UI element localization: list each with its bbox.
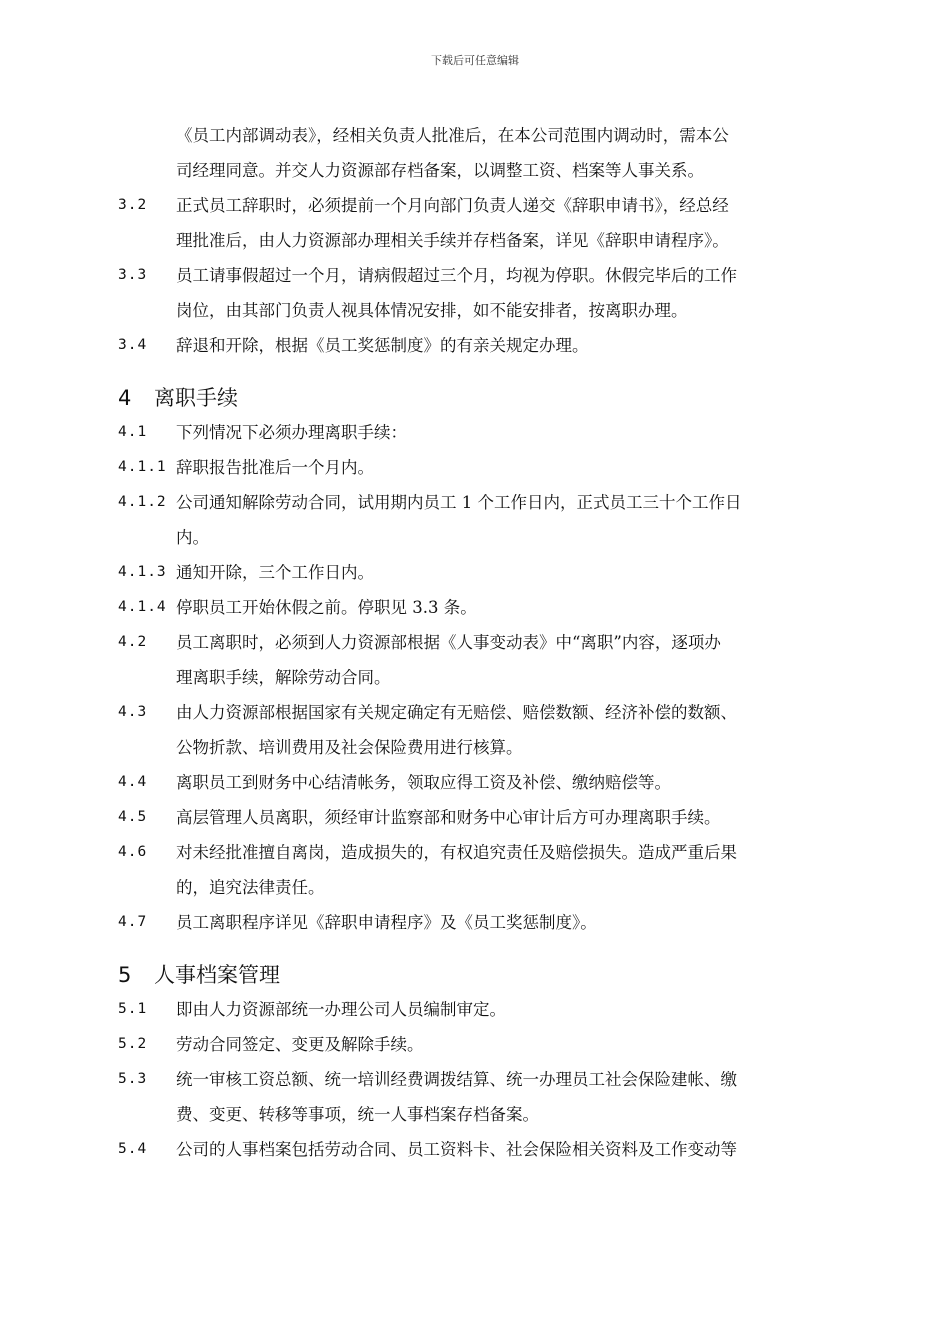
clause-text: 公司通知解除劳动合同，试用期内员工 1 个工作日内，正式员工三十个工作日 <box>176 493 742 512</box>
clause-3-4 <box>118 328 838 363</box>
section-title: 人事档案管理 <box>154 963 280 987</box>
clause-number: 5.4 <box>118 1141 148 1157</box>
clause-text: 理批准后，由人力资源部办理相关手续并存档备案，详见《辞职申请程序》。 <box>176 231 729 250</box>
section-number: 4 <box>118 386 132 410</box>
clause-number: 3.3 <box>118 267 148 283</box>
clause-number: 4.3 <box>118 704 148 720</box>
clause-text: 辞退和开除，根据《员工奖惩制度》的有亲关规定办理。 <box>176 336 589 355</box>
clause-text: 员工离职时，必须到人力资源部根据《人事变动表》中“离职”内容，逐项办 <box>176 633 721 652</box>
clause-text: 内。 <box>176 528 209 547</box>
clause-number: 4.2 <box>118 634 148 650</box>
clause-text: 由人力资源部根据国家有关规定确定有无赔偿、赔偿数额、经济补偿的数额、 <box>176 703 737 722</box>
paragraph-line: 《员工内部调动表》，经相关负责人批准后，在本公司范围内调动时，需本公 <box>176 126 729 145</box>
clause-number: 4.1.3 <box>118 564 167 580</box>
clause-text: 高层管理人员离职，须经审计监察部和财务中心审计后方可办理离职手续。 <box>176 808 721 827</box>
section-number: 5 <box>118 963 132 987</box>
section-5-items <box>118 992 838 1167</box>
clause-number: 3.2 <box>118 197 148 213</box>
clause-text: 正式员工辞职时，必须提前一个月向部门负责人递交《辞职申请书》，经总经 <box>176 196 729 215</box>
clause-text: 停职员工开始休假之前。停职见 3.3 条。 <box>176 598 477 617</box>
clause-text: 劳动合同签定、变更及解除手续。 <box>176 1035 424 1054</box>
section-4-items <box>118 415 838 940</box>
clause-3-3 <box>118 258 838 328</box>
clause-text: 岗位，由其部门负责人视具体情况安排，如不能安排者，按离职办理。 <box>176 301 688 320</box>
clause-number: 4.7 <box>118 914 148 930</box>
clause-4-1-3 <box>118 555 838 590</box>
clause-number: 4.4 <box>118 774 148 790</box>
clause-number: 5.1 <box>118 1001 148 1017</box>
continuation-paragraph <box>118 118 838 188</box>
clause-text: 辞职报告批准后一个月内。 <box>176 458 374 477</box>
clause-number: 4.5 <box>118 809 148 825</box>
page-header: 下载后可任意编辑 <box>431 54 519 67</box>
section-title: 离职手续 <box>154 386 238 410</box>
clause-text: 员工请事假超过一个月，请病假超过三个月，均视为停职。休假完毕后的工作 <box>176 266 737 285</box>
clause-text: 费、变更、转移等事项，统一人事档案存档备案。 <box>176 1105 539 1124</box>
clause-text: 对未经批准擅自离岗，造成损失的，有权追究责任及赔偿损失。造成严重后果 <box>176 843 737 862</box>
clause-number: 5.2 <box>118 1036 148 1052</box>
clause-text: 公司的人事档案包括劳动合同、员工资料卡、社会保险相关资料及工作变动等 <box>176 1140 737 1159</box>
clause-text: 理离职手续，解除劳动合同。 <box>176 668 391 687</box>
clause-4-1-2 <box>118 485 838 555</box>
section-4-heading <box>118 383 838 413</box>
section-5-heading <box>118 960 838 990</box>
clause-text: 下列情况下必须办理离职手续： <box>176 423 407 442</box>
clause-5-1 <box>118 992 838 1027</box>
clause-text: 员工离职程序详见《辞职申请程序》及《员工奖惩制度》。 <box>176 913 597 932</box>
clause-text: 公物折款、培训费用及社会保险费用进行核算。 <box>176 738 523 757</box>
clause-number: 4.1 <box>118 424 148 440</box>
clause-4-2 <box>118 625 838 695</box>
clause-number: 4.6 <box>118 844 148 860</box>
clause-text: 即由人力资源部统一办理公司人员编制审定。 <box>176 1000 506 1019</box>
clause-number: 4.1.4 <box>118 599 167 615</box>
clause-4-1 <box>118 415 838 450</box>
clause-4-1-4 <box>118 590 838 625</box>
clause-number: 5.3 <box>118 1071 148 1087</box>
clause-number: 3.4 <box>118 337 148 353</box>
clause-5-3 <box>118 1062 838 1132</box>
clause-5-2 <box>118 1027 838 1062</box>
clause-4-6 <box>118 835 838 905</box>
clause-text: 离职员工到财务中心结清帐务，领取应得工资及补偿、缴纳赔偿等。 <box>176 773 671 792</box>
clause-5-4 <box>118 1132 838 1167</box>
clause-4-4 <box>118 765 838 800</box>
clause-number: 4.1.2 <box>118 494 167 510</box>
clause-text: 通知开除，三个工作日内。 <box>176 563 374 582</box>
clause-3-2 <box>118 188 838 258</box>
clause-text: 的，追究法律责任。 <box>176 878 325 897</box>
clause-4-1-1 <box>118 450 838 485</box>
clause-number: 4.1.1 <box>118 459 167 475</box>
clause-4-3 <box>118 695 838 765</box>
document-body <box>118 118 838 1167</box>
paragraph-line: 司经理同意。并交人力资源部存档备案，以调整工资、档案等人事关系。 <box>176 161 704 180</box>
clause-text: 统一审核工资总额、统一培训经费调拨结算、统一办理员工社会保险建帐、缴 <box>176 1070 737 1089</box>
section-3-items <box>118 188 838 363</box>
clause-4-7 <box>118 905 838 940</box>
clause-4-5 <box>118 800 838 835</box>
